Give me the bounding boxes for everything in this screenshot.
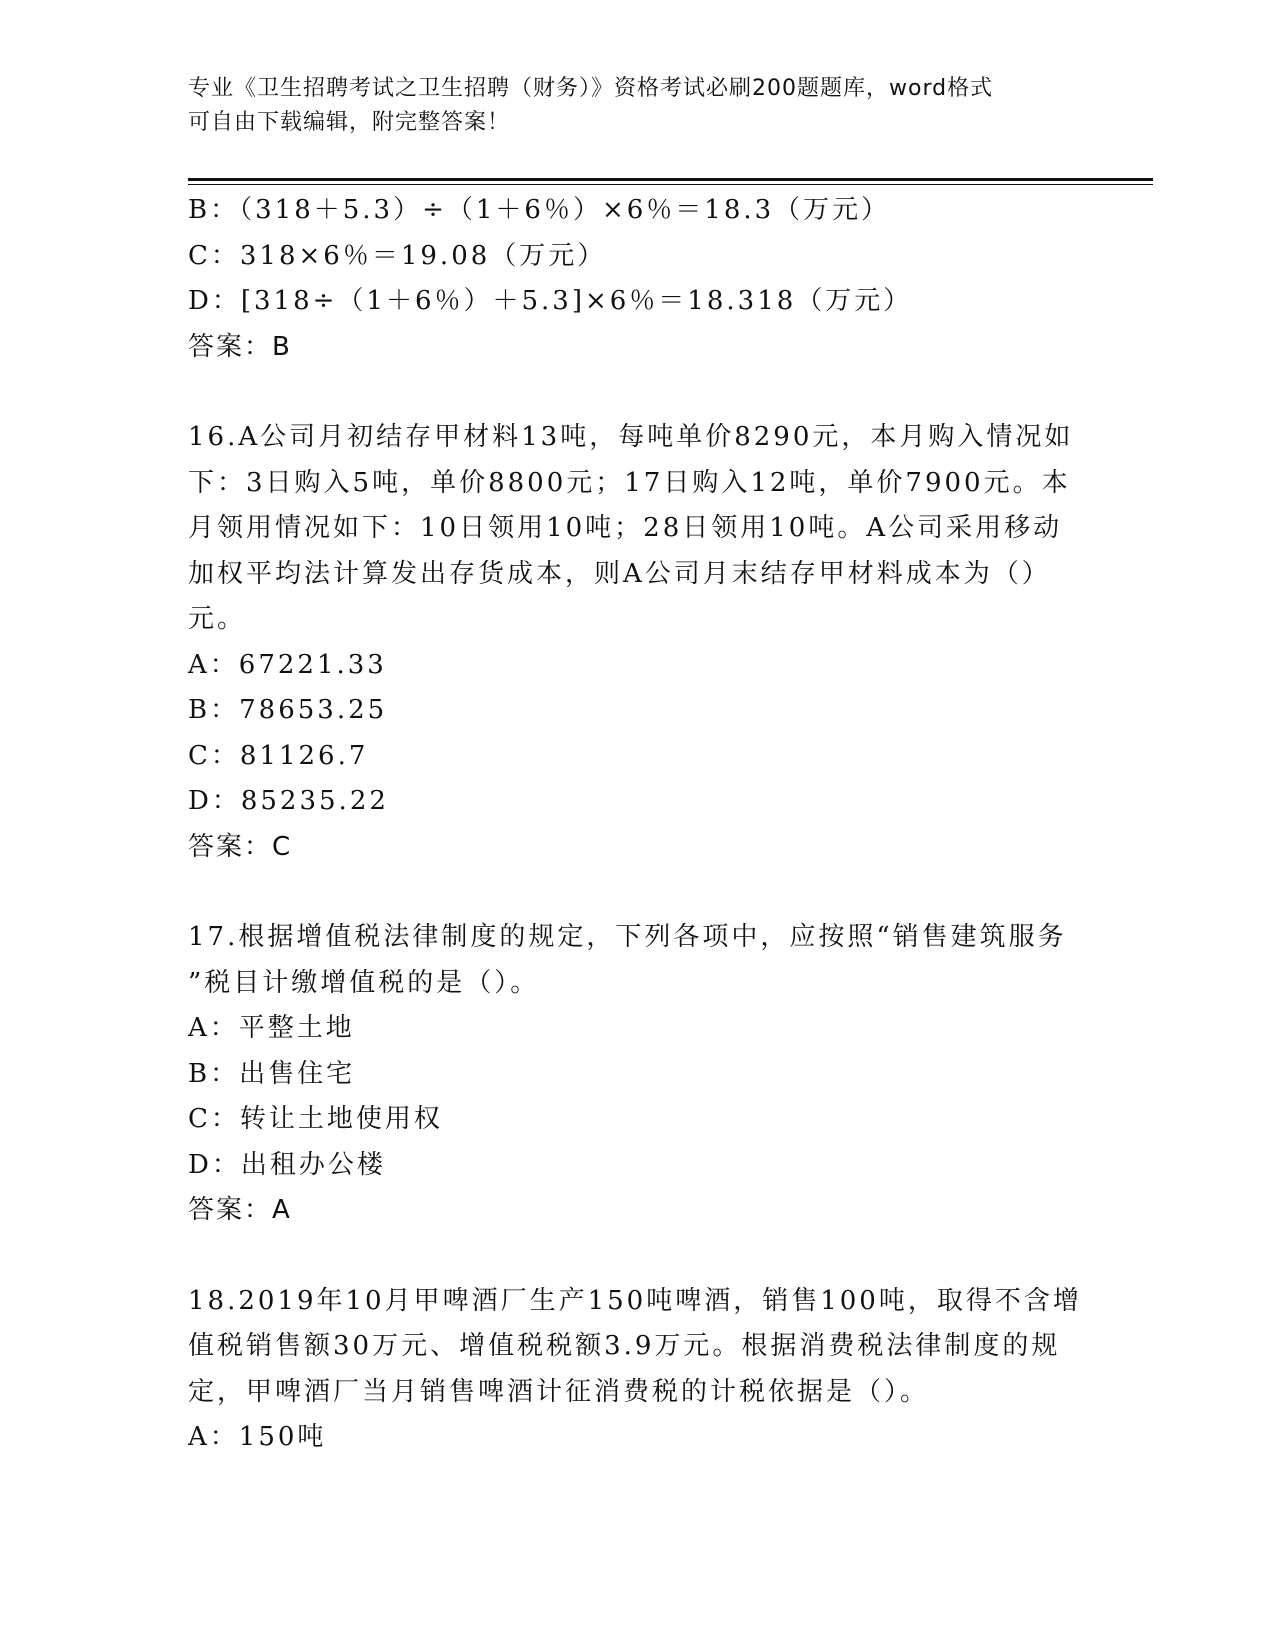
spacer — [188, 370, 1088, 415]
option-a: A：150吨 — [188, 1422, 327, 1452]
question-text-line: 17.根据增值税法律制度的规定，下列各项中，应按照“销售建筑服务 — [188, 922, 1067, 952]
option-b: B：（318＋5.3）÷（1＋6％）×6％＝18.3（万元） — [188, 195, 891, 225]
spacer — [188, 870, 1088, 915]
option-b: B：出售住宅 — [188, 1058, 356, 1089]
question-17 — [188, 915, 1088, 1234]
header-divider-thick — [188, 178, 1153, 181]
option-c: C：81126.7 — [188, 740, 369, 771]
question-text-line: 定，甲啤酒厂当月销售啤酒计征消费税的计税依据是（）。 — [188, 1376, 930, 1407]
option-c: C：转让土地使用权 — [188, 1104, 443, 1134]
option-a: A：平整土地 — [188, 1013, 355, 1043]
header-title-line-1: 专业《卫生招聘考试之卫生招聘（财务）》资格考试必刷200题题库，word格式 — [188, 76, 994, 101]
document-header — [188, 72, 1068, 140]
question-15 — [188, 188, 1088, 370]
question-text-line: 16.A公司月初结存甲材料13吨，每吨单价8290元，本月购入情况如 — [188, 422, 1074, 452]
question-18 — [188, 1279, 1088, 1461]
answer-line: 答案：A — [188, 1195, 292, 1225]
answer-line: 答案：B — [188, 331, 292, 362]
header-divider-thin — [188, 184, 1153, 185]
option-d: D：85235.22 — [188, 786, 389, 816]
question-text-line: 18.2019年10月甲啤酒厂生产150吨啤酒，销售100吨，取得不含增 — [188, 1285, 1082, 1316]
option-d: D：出租办公楼 — [188, 1149, 386, 1180]
question-text-line: 下：3日购入5吨，单价8800元；17日购入12吨，单价7900元。本 — [188, 467, 1071, 498]
option-d: D：[318÷（1＋6％）＋5.3]×6％＝18.318（万元） — [188, 286, 913, 316]
question-text-line: ”税目计缴增值税的是（）。 — [188, 967, 540, 998]
question-text-line: 值税销售额30万元、增值税税额3.9万元。根据消费税法律制度的规 — [188, 1331, 1061, 1361]
document-body — [188, 188, 1088, 1461]
option-a: A：67221.33 — [188, 649, 387, 680]
option-c: C：318×6％＝19.08（万元） — [188, 240, 607, 271]
question-text-line: 元。 — [188, 604, 247, 634]
question-text-line: 加权平均法计算发出存货成本，则A公司月末结存甲材料成本为（） — [188, 558, 1051, 589]
question-text-line: 月领用情况如下：10日领用10吨；28日领用10吨。A公司采用移动 — [188, 513, 1063, 543]
header-title-line-2: 可自由下载编辑，附完整答案！ — [188, 110, 511, 135]
answer-line: 答案：C — [188, 831, 293, 862]
spacer — [188, 1234, 1088, 1279]
option-b: B：78653.25 — [188, 695, 388, 725]
question-16 — [188, 415, 1088, 870]
